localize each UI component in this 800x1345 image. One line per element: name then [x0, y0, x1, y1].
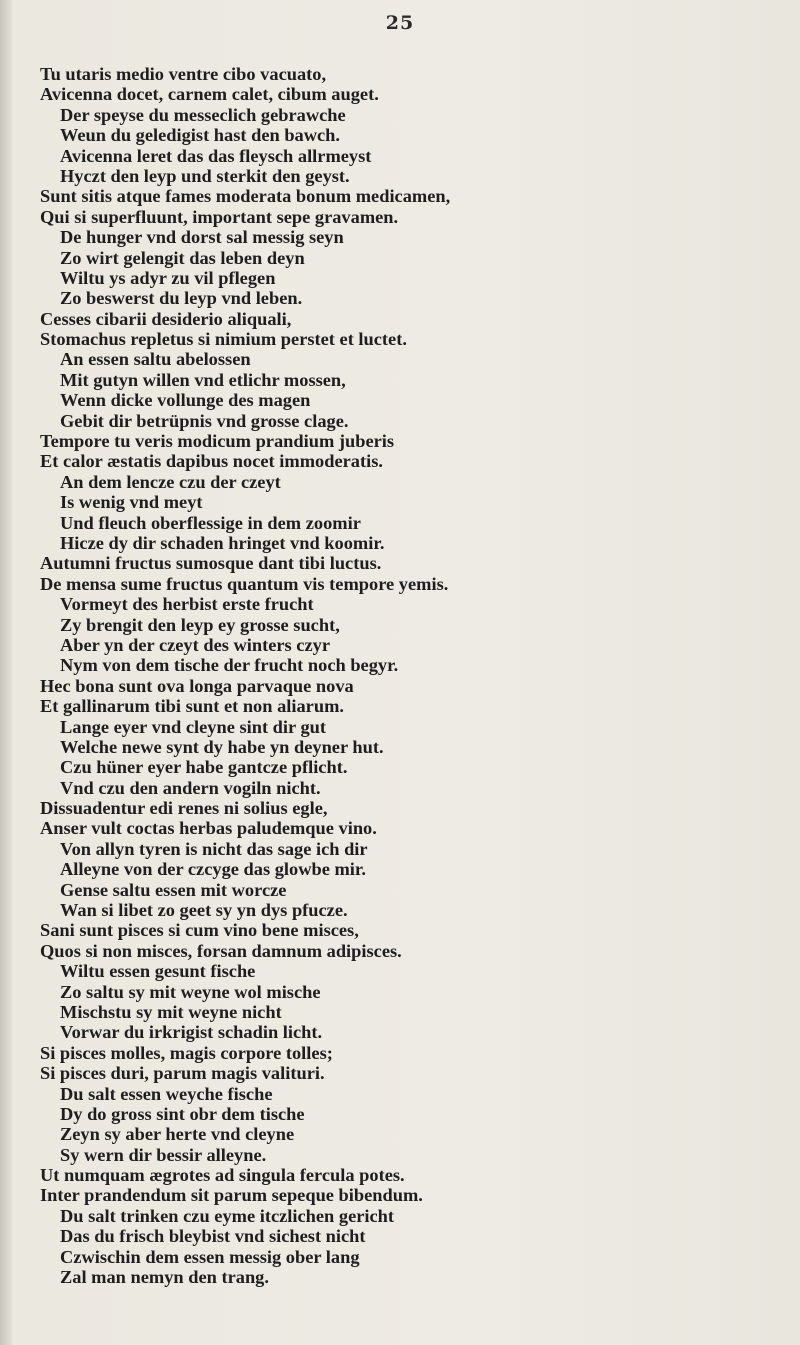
- latin-verse-line: Qui si superfluunt, important sepe gravamen.: [40, 206, 399, 227]
- latin-verse-line: Sani sunt pisces si cum vino bene misces,: [40, 920, 359, 941]
- german-verse-line: Zeyn sy aber herte vnd cleyne: [60, 1124, 295, 1145]
- german-verse-line: Aber yn der czeyt des winters czyr: [60, 634, 330, 655]
- german-verse-line: Zo beswerst du leyp vnd leben.: [60, 288, 303, 309]
- german-verse-line: Vorwar du irkrigist schadin licht.: [60, 1022, 323, 1043]
- german-verse-line: Nym von dem tische der frucht noch begyr.: [60, 655, 399, 676]
- page-gutter-shadow: [0, 0, 12, 1345]
- german-verse-line: Zo saltu sy mit weyne wol mische: [60, 981, 321, 1002]
- german-verse-line: Das du frisch bleybist vnd sichest nicht: [60, 1226, 366, 1247]
- german-verse-line: Czwischin dem essen messig ober lang: [60, 1246, 360, 1267]
- german-verse-line: Wiltu essen gesunt fische: [60, 961, 256, 982]
- german-verse-line: Hyczt den leyp und sterkit den geyst.: [60, 165, 350, 186]
- german-verse-line: Vormeyt des herbist erste frucht: [60, 594, 314, 615]
- german-verse-line: Sy wern dir bessir alleyne.: [60, 1144, 267, 1165]
- german-verse-line: Gebit dir betrüpnis vnd grosse clage.: [60, 410, 349, 431]
- german-verse-line: Dy do gross sint obr dem tische: [60, 1103, 305, 1124]
- german-verse-line: Von allyn tyren is nicht das sage ich dir: [60, 838, 368, 859]
- german-verse-line: Zal man nemyn den trang.: [60, 1267, 269, 1288]
- german-verse-line: Weun du geledigist hast den bawch.: [60, 125, 341, 146]
- german-verse-line: Vnd czu den andern vogiln nicht.: [60, 777, 321, 798]
- german-verse-line: Zo wirt gelengit das leben deyn: [60, 247, 305, 268]
- latin-verse-line: De mensa sume fructus quantum vis tempore yemis.: [40, 573, 449, 594]
- german-verse-line: Czu hüner eyer habe gantcze pflicht.: [60, 757, 348, 778]
- latin-verse-line: Anser vult coctas herbas paludemque vino.: [40, 818, 377, 839]
- latin-verse-line: Dissuadentur edi renes ni solius egle,: [40, 798, 328, 819]
- german-verse-line: Und fleuch oberflessige in dem zoomir: [60, 512, 361, 533]
- german-verse-line: Avicenna leret das das fleysch allrmeyst: [60, 145, 372, 166]
- german-verse-line: Mischstu sy mit weyne nicht: [60, 1001, 282, 1022]
- german-verse-line: Hicze dy dir schaden hringet vnd koomir.: [60, 532, 385, 553]
- german-verse-line: Is wenig vnd meyt: [60, 492, 203, 513]
- latin-verse-line: Stomachus repletus si nimium perstet et luctet.: [40, 329, 407, 350]
- german-verse-line: Zy brengit den leyp ey grosse sucht,: [60, 614, 340, 635]
- german-verse-line: Lange eyer vnd cleyne sint dir gut: [60, 716, 326, 737]
- german-verse-line: Du salt essen weyche fische: [60, 1083, 273, 1104]
- german-verse-line: Wan si libet zo geet sy yn dys pfucze.: [60, 900, 348, 921]
- latin-verse-line: Quos si non misces, forsan damnum adipisces.: [40, 940, 402, 961]
- german-verse-line: De hunger vnd dorst sal messig seyn: [60, 227, 344, 248]
- latin-verse-line: Si pisces duri, parum magis valituri.: [40, 1063, 325, 1084]
- german-verse-line: Alleyne von der czcyge das glowbe mir.: [60, 859, 366, 880]
- latin-verse-line: Inter prandendum sit parum sepeque bibendum.: [40, 1185, 423, 1206]
- latin-verse-line: Hec bona sunt ova longa parvaque nova: [40, 675, 354, 696]
- poem-text-block: [40, 64, 760, 1287]
- german-verse-line: Gense saltu essen mit worcze: [60, 879, 287, 900]
- page-number: 25: [385, 12, 415, 34]
- latin-verse-line: Et calor æstatis dapibus nocet immoderatis.: [40, 451, 383, 472]
- german-verse-line: Der speyse du messeclich gebrawche: [60, 104, 346, 125]
- german-verse-line: An dem lencze czu der czeyt: [60, 471, 281, 492]
- latin-verse-line: Et gallinarum tibi sunt et non aliarum.: [40, 696, 344, 717]
- german-verse-line: Wiltu ys adyr zu vil pflegen: [60, 267, 276, 288]
- latin-verse-line: Cesses cibarii desiderio aliquali,: [40, 308, 292, 329]
- german-verse-line: Du salt trinken czu eyme itczlichen gericht: [60, 1205, 395, 1226]
- latin-verse-line: Sunt sitis atque fames moderata bonum medicamen,: [40, 186, 451, 207]
- latin-verse-line: Autumni fructus sumosque dant tibi luctus.: [40, 553, 382, 574]
- german-verse-line: An essen saltu abelossen: [60, 349, 251, 370]
- latin-verse-line: Ut numquam ægrotes ad singula fercula potes.: [40, 1165, 405, 1186]
- latin-verse-line: Tu utaris medio ventre cibo vacuato,: [40, 64, 327, 84]
- latin-verse-line: Si pisces molles, magis corpore tolles;: [40, 1042, 333, 1063]
- latin-verse-line: Avicenna docet, carnem calet, cibum auget.: [40, 84, 379, 105]
- german-verse-line: Wenn dicke vollunge des magen: [60, 390, 311, 411]
- german-verse-line: Mit gutyn willen vnd etlichr mossen,: [60, 369, 346, 390]
- latin-verse-line: Tempore tu veris modicum prandium juberis: [40, 431, 395, 452]
- german-verse-line: Welche newe synt dy habe yn deyner hut.: [60, 736, 384, 757]
